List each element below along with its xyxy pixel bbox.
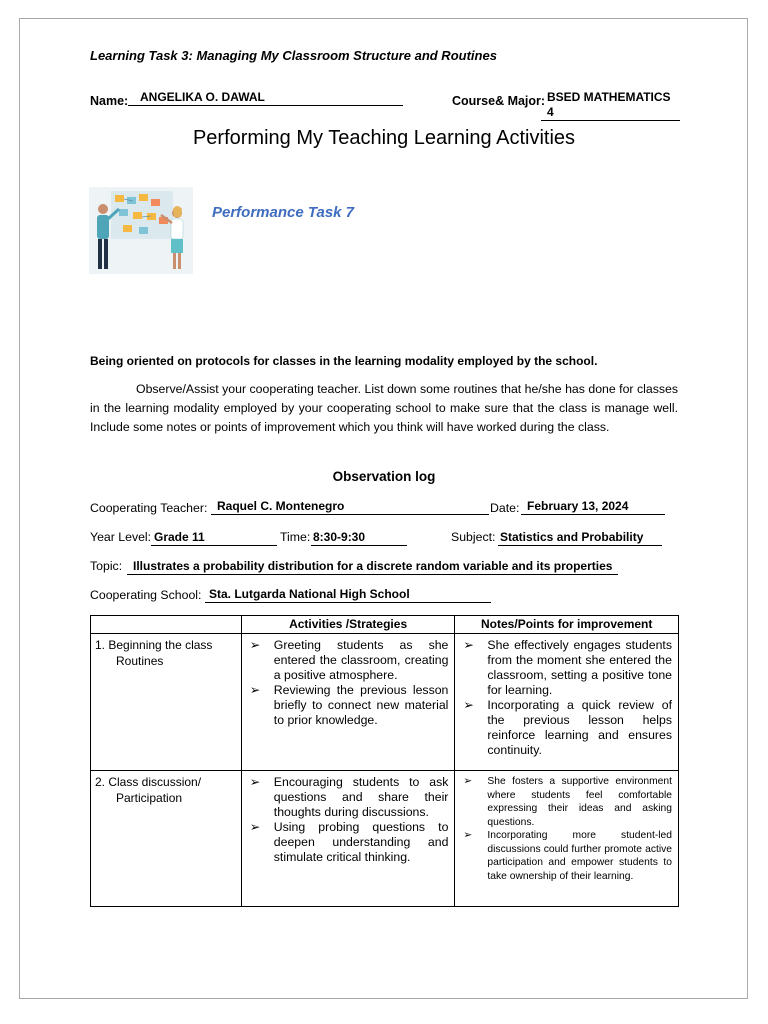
list-item: ➢ Using probing questions to deepen understanding and stimulate critical thinking.	[249, 820, 449, 864]
year-level-label: Year Level:	[90, 530, 152, 544]
observation-log-title: Observation log	[332, 469, 436, 484]
arrow-bullet-icon: ➢	[249, 683, 261, 697]
arrow-bullet-icon: ➢	[463, 698, 474, 712]
teachers-board-illustration	[89, 187, 193, 274]
arrow-bullet-icon: ➢	[249, 638, 261, 652]
table-header-row	[91, 616, 679, 634]
row-label-cell	[91, 771, 242, 907]
arrow-bullet-icon: ➢	[249, 775, 261, 789]
arrow-bullet-icon: ➢	[249, 820, 261, 834]
observation-table	[90, 615, 679, 907]
course-label: Course& Major:	[452, 94, 546, 108]
instructions-text: Observe/Assist your cooperating teacher. List down some routines that he/she has done for classes in the learning modality employed by your cooperating school to make sure that the class is manage well. Include some notes or points of improvement which you think will have worked during the class.	[90, 382, 678, 434]
table-row	[91, 634, 679, 771]
table-row	[91, 771, 679, 907]
subject-label: Subject:	[451, 530, 496, 544]
table-header-cell: Activities /Strategies	[241, 616, 455, 634]
list-item: ➢ She effectively engages students from the moment she entered the classroom, setting a positive tone for learning.	[463, 638, 672, 697]
cooperating-teacher-label: Cooperating Teacher:	[90, 501, 208, 515]
time-label: Time:	[280, 530, 311, 544]
cooperating-school-label: Cooperating School:	[90, 588, 202, 602]
row-label-line1: 1. Beginning the class	[95, 638, 213, 652]
protocol-heading: Being oriented on protocols for classes in the learning modality employed by the school.	[90, 354, 598, 368]
notes-cell	[455, 771, 679, 907]
row-label-cell	[91, 634, 242, 771]
date-field: February 13, 2024	[521, 499, 665, 515]
list-item: ➢ Incorporating a quick review of the previous lesson helps reinforce learning and ensures continuity.	[463, 698, 672, 757]
subject-field: Statistics and Probability	[498, 530, 662, 546]
page-title: Performing My Teaching Learning Activities	[192, 127, 576, 149]
notes-list	[455, 771, 678, 887]
cooperating-school-field: Sta. Lutgarda National High School	[205, 587, 491, 603]
arrow-bullet-icon: ➢	[463, 776, 473, 787]
cooperating-teacher-field: Raquel C. Montenegro	[211, 499, 489, 515]
instructions-paragraph	[90, 380, 678, 437]
list-item: ➢ Greeting students as she entered the classroom, creating a positive atmosphere.	[249, 638, 449, 682]
topic-label: Topic:	[90, 559, 123, 573]
topic-field: Illustrates a probability distribution for a discrete random variable and its properties	[127, 559, 618, 575]
name-label: Name:	[90, 94, 129, 108]
activities-list	[242, 634, 455, 732]
activities-list	[242, 771, 455, 869]
table-header-cell	[91, 616, 242, 634]
arrow-bullet-icon: ➢	[463, 638, 474, 652]
activities-cell	[241, 634, 455, 771]
notes-cell	[455, 634, 679, 771]
list-item: ➢ Encouraging students to ask questions and share their thoughts during discussions.	[249, 775, 449, 819]
list-item: ➢ She fosters a supportive environment where students feel comfortable expressing their ideas and asking questions.	[463, 776, 672, 828]
performance-task-title: Performance Task 7	[212, 204, 355, 221]
row-label-line1: 2. Class discussion/	[95, 775, 202, 789]
list-item: ➢ Incorporating more student-led discussions could further promote active participation and empower students to take ownership of their learning.	[463, 830, 672, 882]
list-item: ➢ Reviewing the previous lesson briefly to connect new material to prior knowledge.	[249, 683, 449, 727]
table-header-cell: Notes/Points for improvement	[455, 616, 679, 634]
notes-list	[455, 634, 678, 762]
row-label-line2: Participation	[116, 791, 183, 805]
year-level-field: Grade 11	[151, 530, 277, 546]
row-label-line2: Routines	[116, 654, 164, 668]
date-label: Date:	[490, 501, 520, 515]
activities-cell	[241, 771, 455, 907]
name-field: ANGELIKA O. DAWAL	[128, 90, 403, 106]
course-field: BSED MATHEMATICS 4	[541, 90, 680, 121]
arrow-bullet-icon: ➢	[463, 830, 473, 841]
time-field: 8:30-9:30	[311, 530, 407, 546]
task-title: Learning Task 3: Managing My Classroom Structure and Routines	[90, 48, 497, 63]
